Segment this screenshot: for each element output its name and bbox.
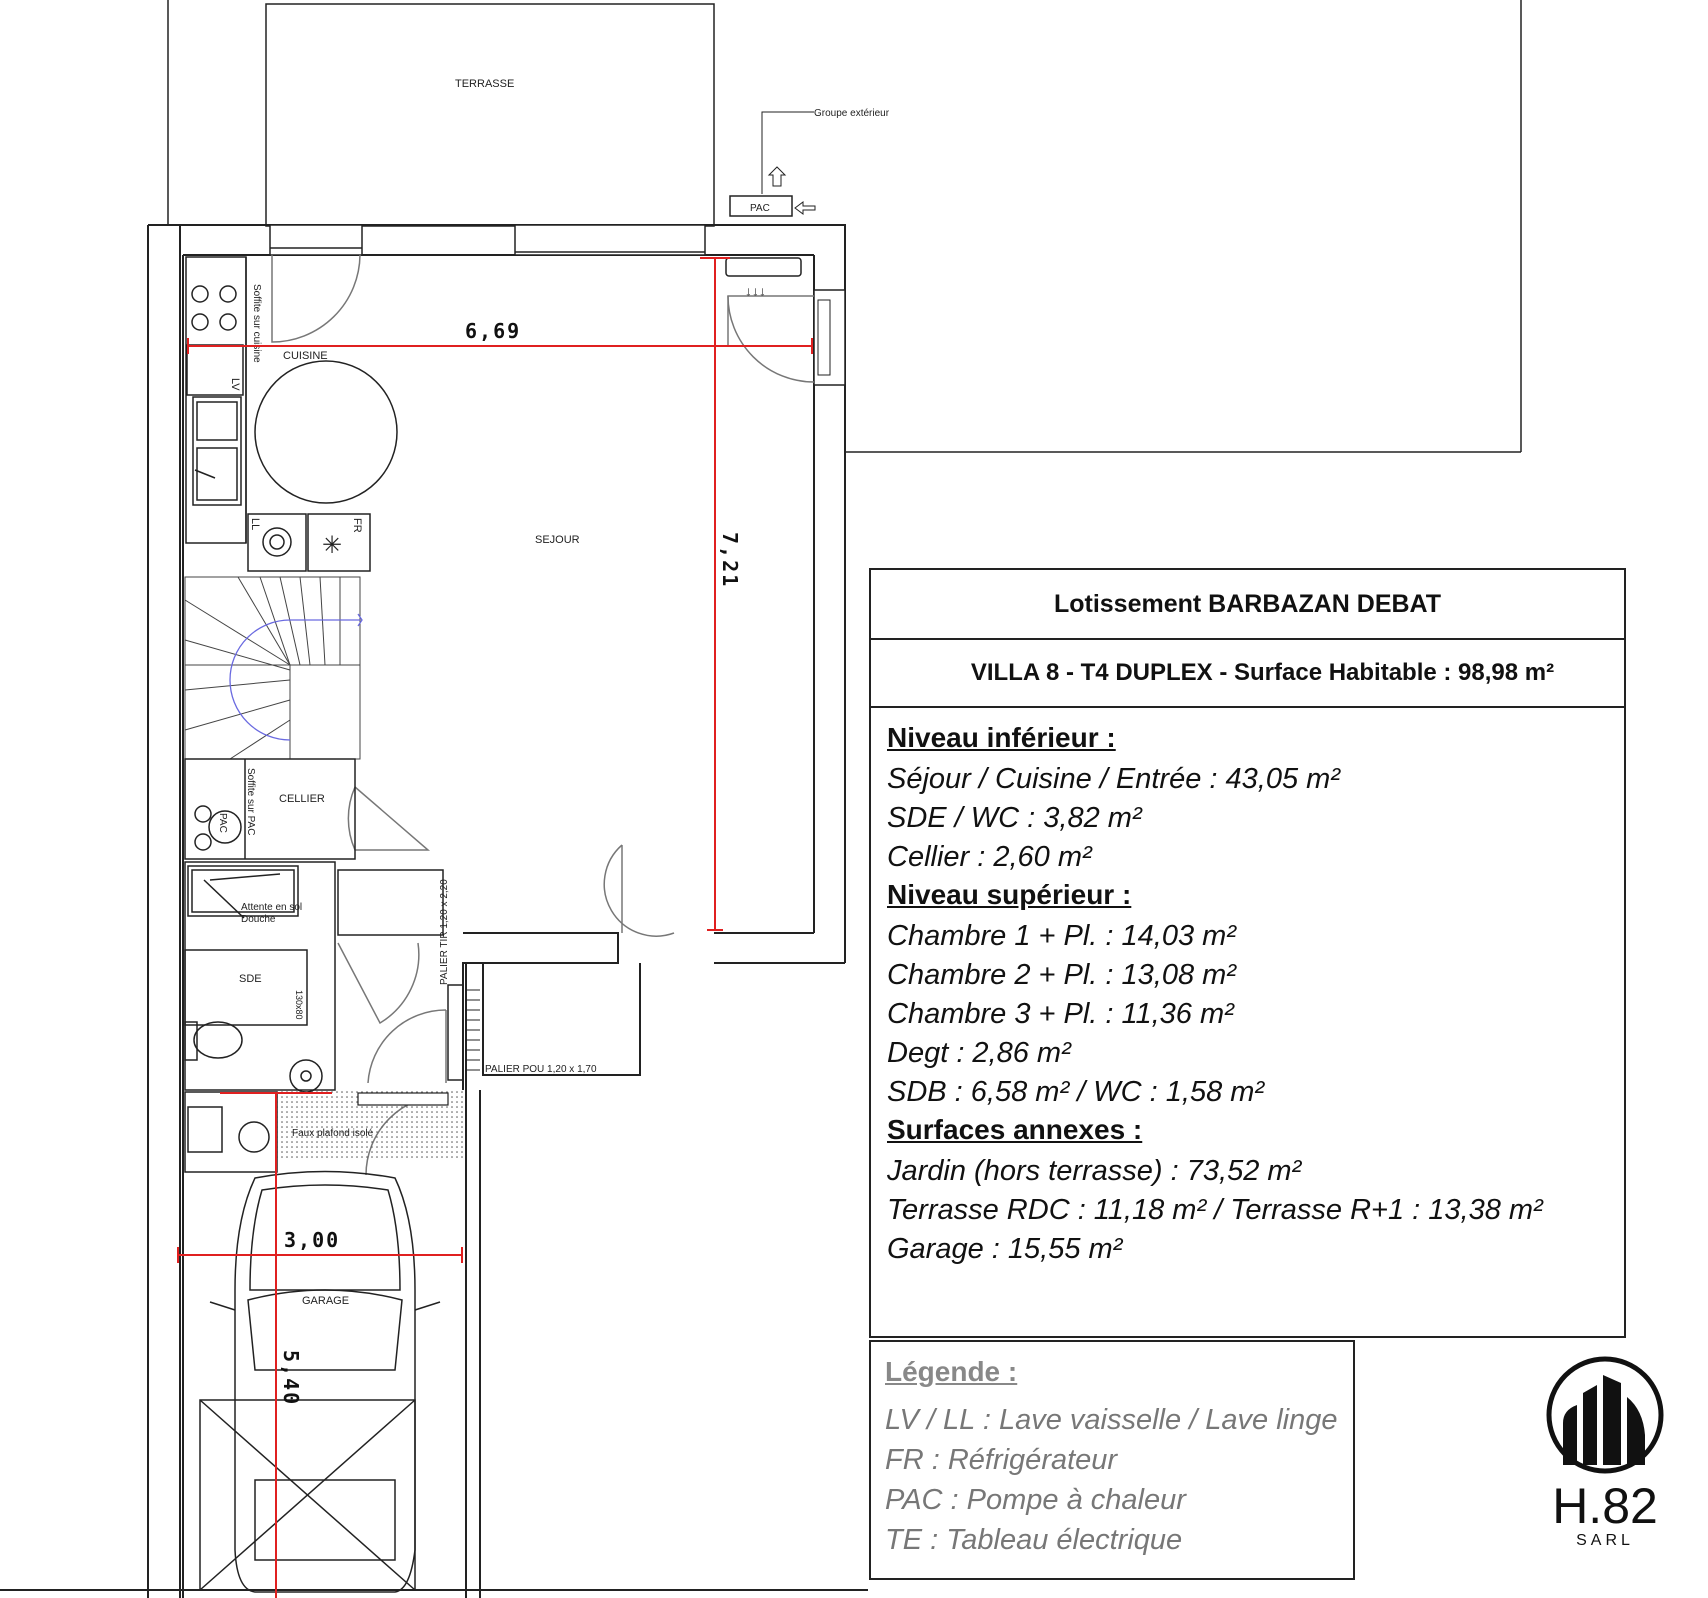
section-heading: Surfaces annexes : [887, 1114, 1143, 1145]
legend-line: FR : Réfrigérateur [885, 1444, 1118, 1476]
surface-line: Terrasse RDC : 11,18 m² / Terrasse R+1 : 13,38 m² [887, 1194, 1543, 1226]
cuisine-label: CUISINE [283, 350, 328, 362]
terrasse-area [266, 4, 714, 226]
soffite-cuisine-label: Soffite sur cuisine [251, 284, 262, 363]
surface-line: Cellier : 2,60 m² [887, 841, 1092, 873]
surface-line: Chambre 3 + Pl. : 11,36 m² [887, 998, 1234, 1030]
section-heading: Niveau supérieur : [887, 879, 1132, 910]
sde-label: SDE [239, 973, 262, 985]
logo-name: H.82 [1552, 1478, 1658, 1534]
fr-label: FR [351, 518, 363, 533]
section-heading: Niveau inférieur : [887, 722, 1116, 753]
dimension-lines [178, 258, 812, 1598]
legend-line: PAC : Pompe à chaleur [885, 1484, 1186, 1516]
dim-garage-depth: 5,40 [279, 1350, 303, 1407]
svg-text:Douche: Douche [241, 914, 276, 925]
surface-info-box [869, 568, 1626, 1338]
svg-text:↓↓↓: ↓↓↓ [745, 283, 766, 299]
soffite-pac-label: Soffite sur PAC [245, 768, 256, 836]
dining-table [255, 361, 397, 503]
faux-plafond-label: Faux plafond isolé [292, 1128, 374, 1139]
logo-suffix: SARL [1576, 1532, 1634, 1549]
kitchen-block [186, 257, 370, 571]
surface-line: SDB : 6,58 m² / WC : 1,58 m² [887, 1076, 1265, 1108]
legend-box [869, 1340, 1355, 1580]
top-windows [270, 225, 705, 255]
buildings-icon [1563, 1375, 1645, 1465]
shower-size-label: 130x80 [294, 990, 304, 1020]
villa-subtitle: VILLA 8 - T4 DUPLEX - Surface Habitable : 98,98 m² [871, 640, 1624, 708]
pac-outdoor-unit [730, 108, 890, 216]
cellier-room [185, 759, 355, 859]
doors [272, 255, 814, 1175]
surface-line: Séjour / Cuisine / Entrée : 43,05 m² [887, 763, 1340, 795]
lv-label: LV [229, 378, 241, 391]
palier-pou-label: PALIER POU 1,20 x 1,70 [485, 1064, 597, 1075]
pac-cellier-label: PAC [217, 813, 228, 833]
attente-douche-label: Attente en sol [241, 902, 303, 913]
legend-line: TE : Tableau électrique [885, 1524, 1183, 1556]
dim-garage-width: 3,00 [284, 1228, 341, 1252]
surface-line: Degt : 2,86 m² [887, 1037, 1071, 1069]
surface-line: SDE / WC : 3,82 m² [887, 802, 1142, 834]
dim-sejour-width: 6,69 [465, 319, 522, 343]
svg-text:PAC: PAC [750, 203, 770, 214]
surface-line: Chambre 1 + Pl. : 14,03 m² [887, 920, 1236, 952]
sde-room [185, 862, 443, 1092]
legend-heading: Légende : [885, 1356, 1018, 1387]
project-title: Lotissement BARBAZAN DEBAT [871, 570, 1624, 640]
surface-line: Jardin (hors terrasse) : 73,52 m² [887, 1155, 1302, 1187]
surface-list [871, 708, 1624, 1269]
surface-line: Chambre 2 + Pl. : 13,08 m² [887, 959, 1236, 991]
ll-label: LL [249, 518, 261, 531]
cellier-label: CELLIER [279, 793, 325, 805]
garage-label: GARAGE [302, 1295, 350, 1307]
svg-text:✳: ✳ [322, 532, 343, 559]
te-panel [185, 1092, 277, 1172]
groupe-exterieur-label: Groupe extérieur [814, 108, 890, 119]
terrasse-label: TERRASSE [455, 78, 515, 90]
legend-line: LV / LL : Lave vaisselle / Lave linge [885, 1404, 1338, 1436]
sejour-label: SEJOUR [535, 534, 580, 546]
palier-tir-label: PALIER TIR 1,20 x 2,20 [439, 879, 450, 985]
surface-line: Garage : 15,55 m² [887, 1233, 1123, 1265]
staircase [185, 577, 362, 759]
h82-logo [1525, 1355, 1685, 1555]
dim-sejour-depth: 7,21 [718, 532, 742, 589]
